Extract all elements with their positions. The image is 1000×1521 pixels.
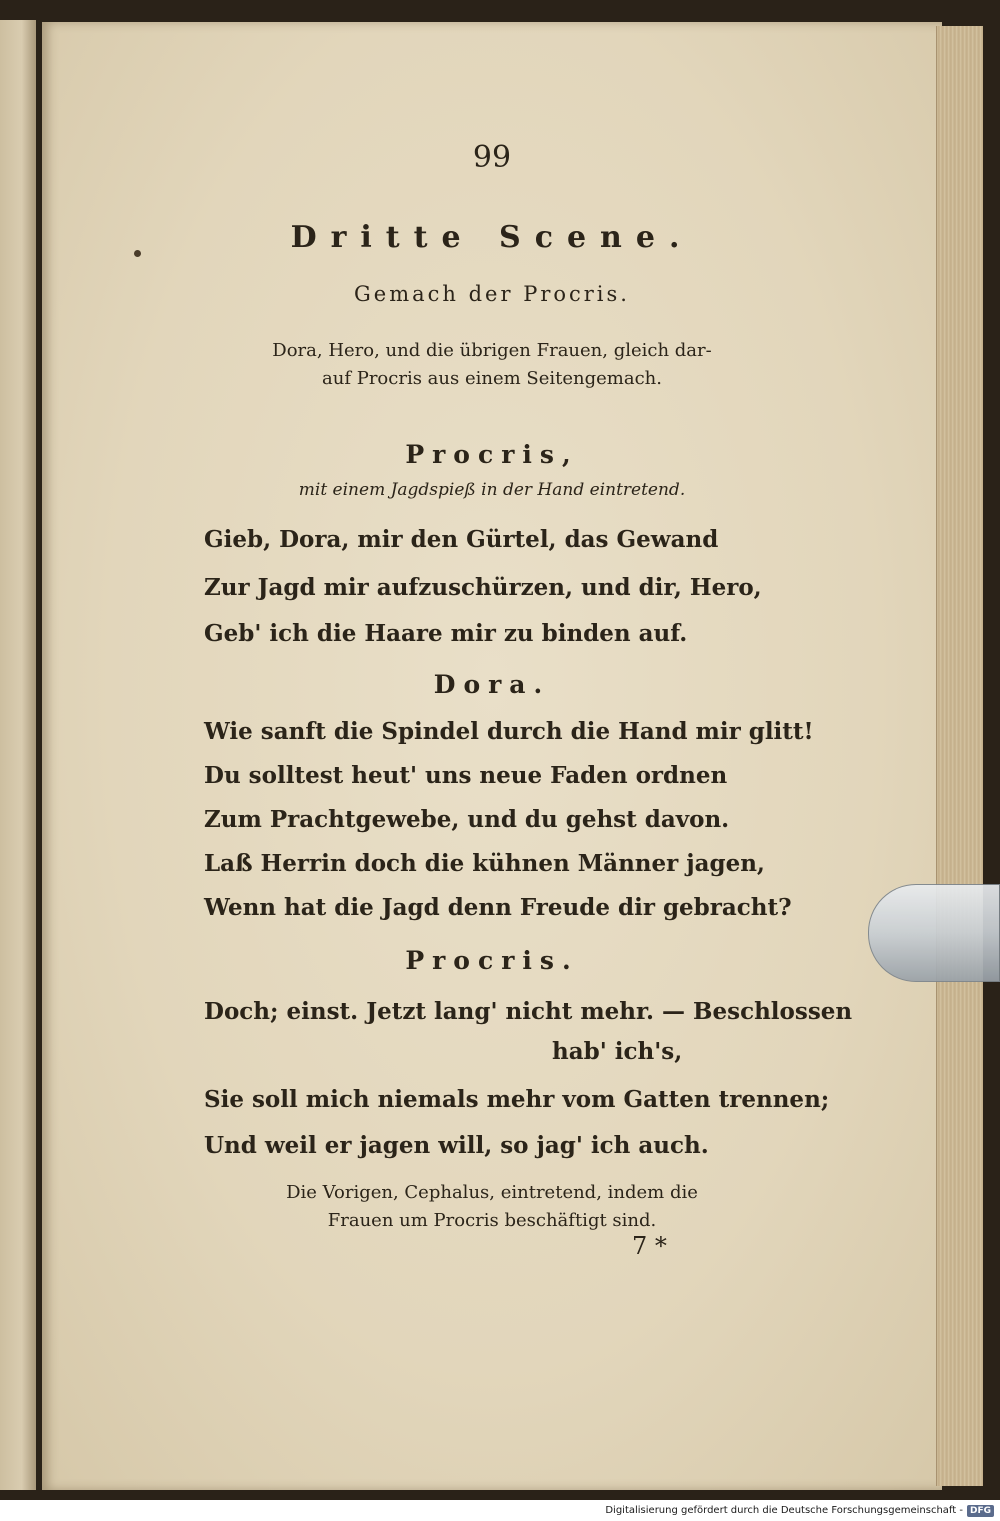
verse-line: Zur Jagd mir aufzuschürzen, und dir, Hero, — [204, 574, 762, 601]
verse-line-continuation: hab' ich's, — [552, 1038, 683, 1065]
catchword: 7 * — [632, 1232, 667, 1260]
verse-line: Zum Prachtgewebe, und du gehst davon. — [204, 806, 730, 833]
verse-line: Und weil er jagen will, so jag' ich auch. — [204, 1132, 709, 1159]
stage-direction-line: Dora, Hero, und die übrigen Frauen, gleich dar- — [272, 340, 712, 361]
verse-line: Gieb, Dora, mir den Gürtel, das Gewand — [204, 526, 719, 553]
stage-direction-line: Die Vorigen, Cephalus, eintretend, indem die — [286, 1182, 698, 1203]
verse-line: Doch; einst. Jetzt lang' nicht mehr. — Beschlossen — [204, 998, 853, 1025]
stage-direction-line: auf Procris aus einem Seitengemach. — [322, 368, 662, 389]
speaker-name: Dora. — [433, 670, 551, 699]
verse-line: Sie soll mich niemals mehr vom Gatten trennen; — [204, 1086, 830, 1113]
page-content — [42, 22, 942, 1490]
verse-line: Wenn hat die Jagd denn Freude dir gebracht? — [204, 894, 792, 921]
speaker-direction: mit einem Jagdspieß in der Hand eintretend. — [298, 480, 686, 500]
verse-line: Geb' ich die Haare mir zu binden auf. — [204, 620, 688, 647]
speaker-name: Procris. — [405, 946, 579, 975]
verse-line: Du solltest heut' uns neue Faden ordnen — [204, 762, 728, 789]
previous-page-edge — [0, 20, 36, 1490]
dfg-logo: DFG — [967, 1505, 994, 1517]
verse-line: Wie sanft die Spindel durch die Hand mir glitt! — [204, 718, 814, 745]
page-fore-edge — [936, 26, 983, 1486]
scene-setting: Gemach der Procris. — [354, 282, 630, 306]
digitization-footer — [0, 1500, 1000, 1521]
scene-title: Dritte Scene. — [290, 220, 694, 255]
page-number: 99 — [472, 140, 512, 175]
speaker-name: Procris, — [405, 440, 579, 469]
stage-direction-line: Frauen um Procris beschäftigt sind. — [327, 1210, 657, 1231]
funding-notice: Digitalisierung gefördert durch die Deutsche Forschungsgemeinschaft - — [605, 1505, 963, 1516]
verse-line: Laß Herrin doch die kühnen Männer jagen, — [204, 850, 765, 877]
